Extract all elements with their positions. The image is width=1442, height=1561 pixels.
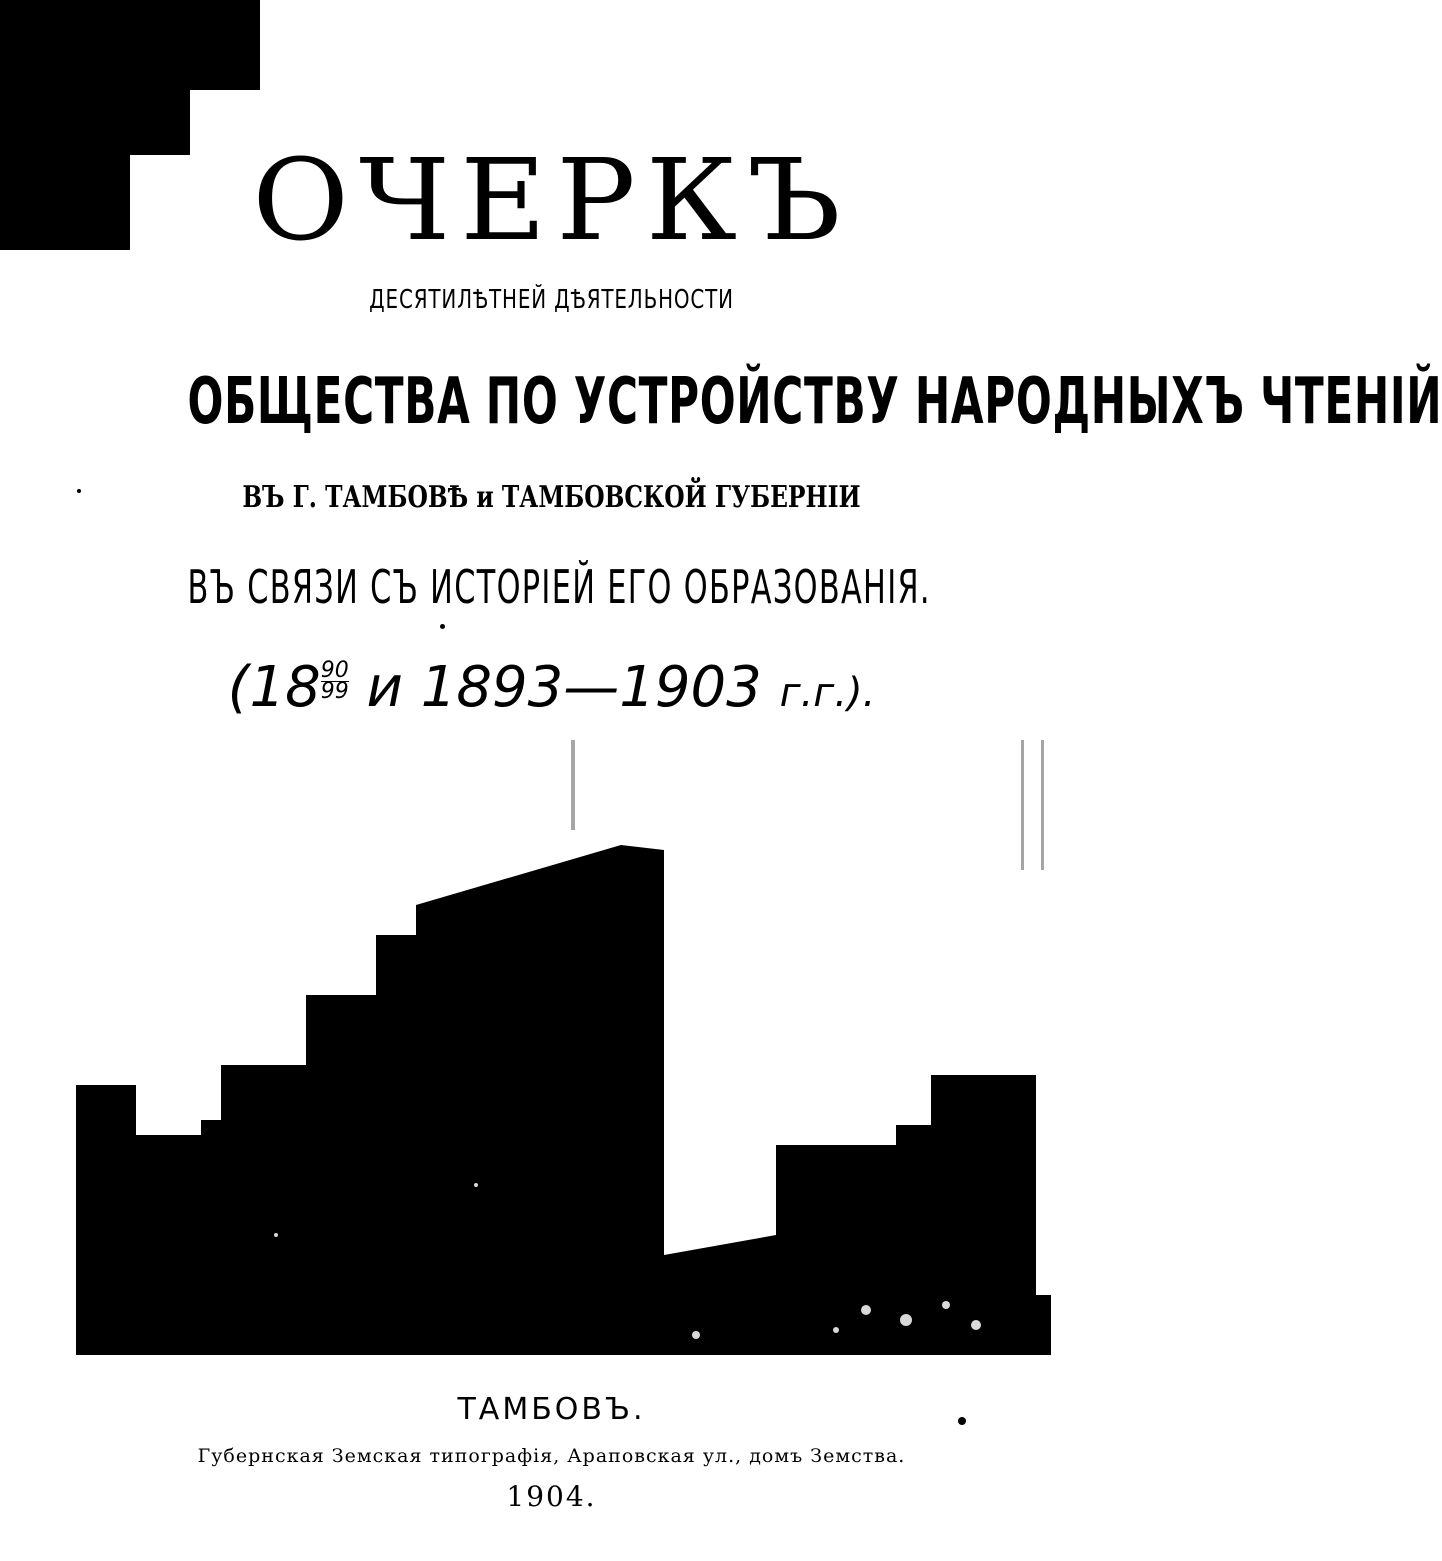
subtitle-location: ВЪ Г. ТАМБОВѢ и ТАМБОВСКОЙ ГУБЕРНІИ (242, 480, 861, 515)
subtitle-activity: ДЕСЯТИЛѢТНЕЙ ДѢЯТЕЛЬНОСТИ (369, 285, 734, 315)
years-open: (18 (227, 655, 321, 720)
years-suffix: г.г.). (779, 670, 876, 716)
years-range (0, 655, 1103, 720)
ink-speck (440, 624, 445, 629)
subtitle-society: ОБЩЕСТВА ПО УСТРОЙСТВУ НАРОДНЫХЪ ЧТЕНІЙ (187, 365, 1442, 439)
book-title: ОЧЕРКЪ (252, 134, 851, 266)
ink-speck (77, 489, 81, 493)
years-fraction-numerator: 90 (320, 658, 349, 683)
years-middle: и 1893—1903 (348, 655, 780, 720)
imprint-printer: Губернская Земская типографія, Араповская ул., домъ Земства. (197, 1445, 906, 1467)
building-photograph (76, 735, 1051, 1355)
imprint-year: 1904. (506, 1480, 597, 1513)
years-fraction-denominator: 99 (320, 679, 349, 704)
ink-speck (958, 1417, 966, 1425)
subtitle-history: ВЪ СВЯЗИ СЪ ИСТОРІЕЙ ЕГО ОБРАЗОВАНІЯ. (187, 560, 931, 614)
years-fraction (320, 658, 349, 704)
imprint-city: ТАМБОВЪ. (457, 1392, 646, 1427)
